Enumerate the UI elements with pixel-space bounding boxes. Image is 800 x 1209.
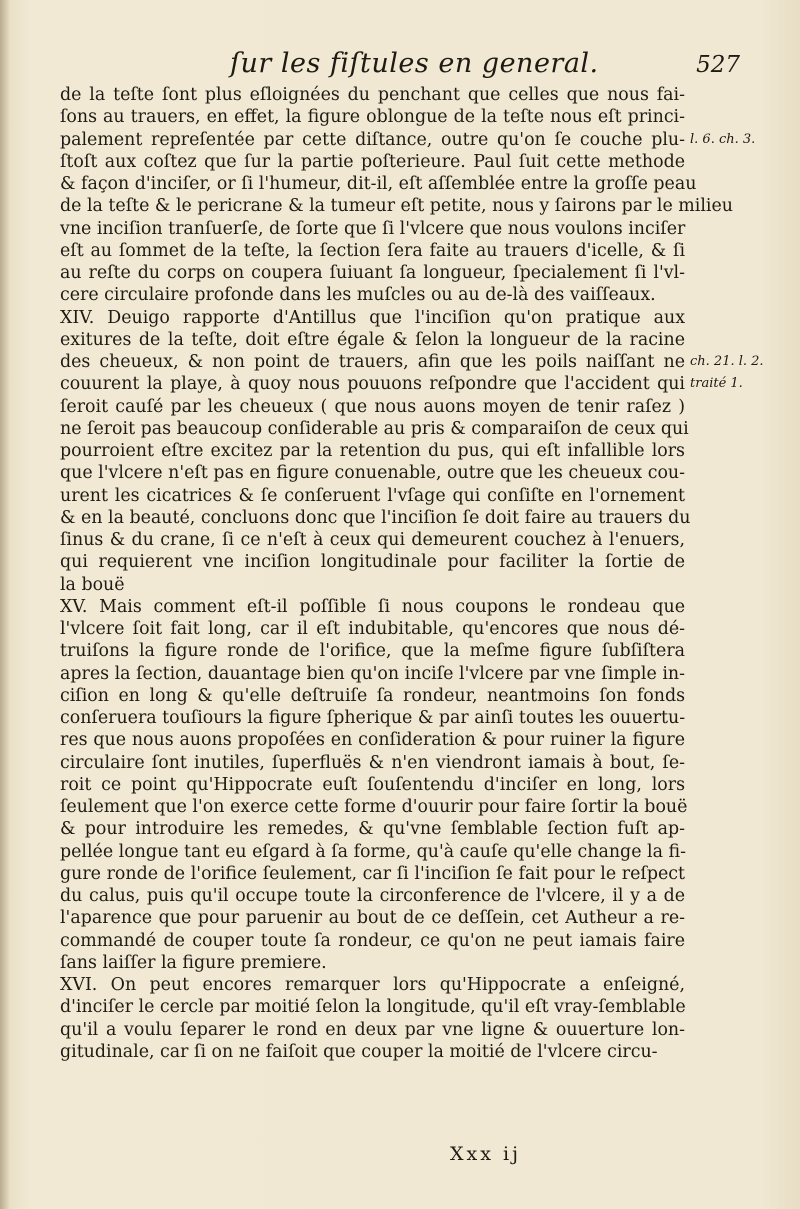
text-line: exitures de la teſte, doit eſtre égale & ſelon la longueur de la racine [60,329,685,350]
text-line: qu'il a voulu ſeparer le rond en deux par vne ligne & ouuerture lon- [60,1019,685,1040]
signature-mark: Xxx ij [450,1143,521,1165]
text-line: & façon d'inciſer, or ſi l'humeur, dit-il, eſt aſſemblée entre la groſſe peau [60,174,697,194]
text-line: XVI. On peut encores remarquer lors qu'Hippocrate a enſeigné, [60,975,685,995]
text-line: la bouë [60,574,125,595]
text-line: ſans laiſſer la figure premiere. [60,952,327,973]
running-title: ſur les fiſtules en general. [230,48,599,79]
text-line: ne ſeroit pas beaucoup conſiderable au pris & comparaiſon de ceux qui [60,418,689,439]
page-gutter-shadow [0,0,10,1209]
margin-note: traité 1. [690,376,743,392]
text-line: ſeulement que l'on exerce cette forme d'ouurir pour faire ſortir la bouë [60,797,688,817]
text-line: ſeroit cauſé par les cheueux ( que nous auons moyen de tenir raſez ) [60,396,685,417]
text-line: ſinus & du crane, ſi ce n'eſt à ceux qui demeurent couchez à l'enuers, [60,530,685,550]
text-line: urent les cicatrices & ſe conſeruent l'vſage qui conſiſte en l'ornement [60,485,685,506]
text-line: roit ce point qu'Hippocrate euſt ſouſentendu d'inciſer en long, lors [60,774,685,795]
text-line: qui requierent vne inciſion longitudinale pour faciliter la ſortie de [60,552,685,573]
text-line: & pour introduire les remedes, & qu'vne ſemblable ſection fuſt ap- [60,819,685,840]
page-number: 527 [696,52,740,78]
text-line: au reſte du corps on coupera ſuiuant ſa longueur, ſpecialement ſi l'vl- [60,263,685,283]
text-line: gitudinale, car ſi on ne faiſoit que couper la moitié de l'vlcere circu- [60,1041,658,1062]
text-line: que l'vlcere n'eſt pas en figure conuenable, outre que les cheueux cou- [60,463,685,484]
text-line: l'aparence que pour paruenir au bout de ce deſſein, cet Autheur a re- [60,908,685,929]
text-line: l'vlcere ſoit fait long, car il eſt indubitable, qu'encores que nous dé- [60,619,685,639]
text-line: des cheueux, & non point de trauers, afin que les poils naiſſant ne [60,352,685,372]
text-line: & en la beauté, concluons donc que l'inciſion ſe doit faire au trauers du [60,507,691,528]
text-line: apres la ſection, dauantage bien qu'on inciſe l'vlcere par vne ſimple in- [60,663,685,684]
text-line: XV. Mais comment eſt-il poſſible ſi nous coupons le rondeau que [60,596,685,617]
text-line: pourroient eſtre excitez par la retention du pus, qui eſt infallible lors [60,441,685,461]
text-line: gure ronde de l'orifice ſeulement, car ſi l'inciſion ſe fait pour le reſpect [60,863,685,884]
page-header [40,42,740,86]
text-line: cere circulaire profonde dans les muſcles ou au de-là des vaiſſeaux. [60,285,656,306]
text-line: conſeruera touſiours la figure ſpherique & par ainſi toutes les ouuertu- [60,708,686,728]
text-line: pellée longue tant eu eſgard à ſa forme, qu'à cauſe qu'elle change la fi- [60,841,686,862]
text-line: XIV. Deuigo rapporte d'Antillus que l'inciſion qu'on pratique aux [60,307,685,328]
text-line: du calus, puis qu'il occupe toute la circonference de l'vlcere, il y a de [60,886,685,906]
text-line: ciſion en long & qu'elle deſtruiſe ſa rondeur, neantmoins ſon fonds [60,685,685,706]
text-line: couurent la playe, à quoy nous pouuons reſpondre que l'accident qui [60,374,685,395]
text-line: ſons au trauers, en effet, la figure oblongue de la teſte nous eſt princi- [60,107,685,128]
text-line: de la teſte ſont plus eſloignées du penchant que celles que nous fai- [60,85,685,105]
margin-note: l. 6. ch. 3. [690,131,756,147]
text-line: de la teſte & le pericrane & la tumeur eſt petite, nous y ſairons par le milieu [60,196,733,217]
text-line: vne inciſion tranſuerſe, de ſorte que ſi l'vlcere que nous voulons inciſer [60,218,686,239]
text-line: commandé de couper toute ſa rondeur, ce qu'on ne peut iamais faire [60,930,685,951]
text-line: res que nous auons propoſées en conſideration & pour ruiner la figure [60,730,685,751]
text-line: ſtoſt aux coſtez que ſur la partie poſterieure. Paul ſuit cette methode [60,151,685,172]
text-line: palement repreſentée par cette diſtance, outre qu'on ſe couche plu- [60,129,685,150]
text-line: eſt au ſommet de la teſte, la ſection ſera faite au trauers d'icelle, & ſi [60,240,685,261]
text-line: circulaire ſont inutiles, ſuperfluës & n'en viendront iamais à bout, ſe- [60,752,685,773]
text-line: truiſons la figure ronde de l'orifice, que la meſme figure ſubſiſtera [60,641,685,662]
text-line: d'inciſer le cercle par moitié ſelon la longitude, qu'il eſt vray-ſemblable [60,997,686,1018]
margin-note: ch. 21. l. 2. [690,354,764,369]
